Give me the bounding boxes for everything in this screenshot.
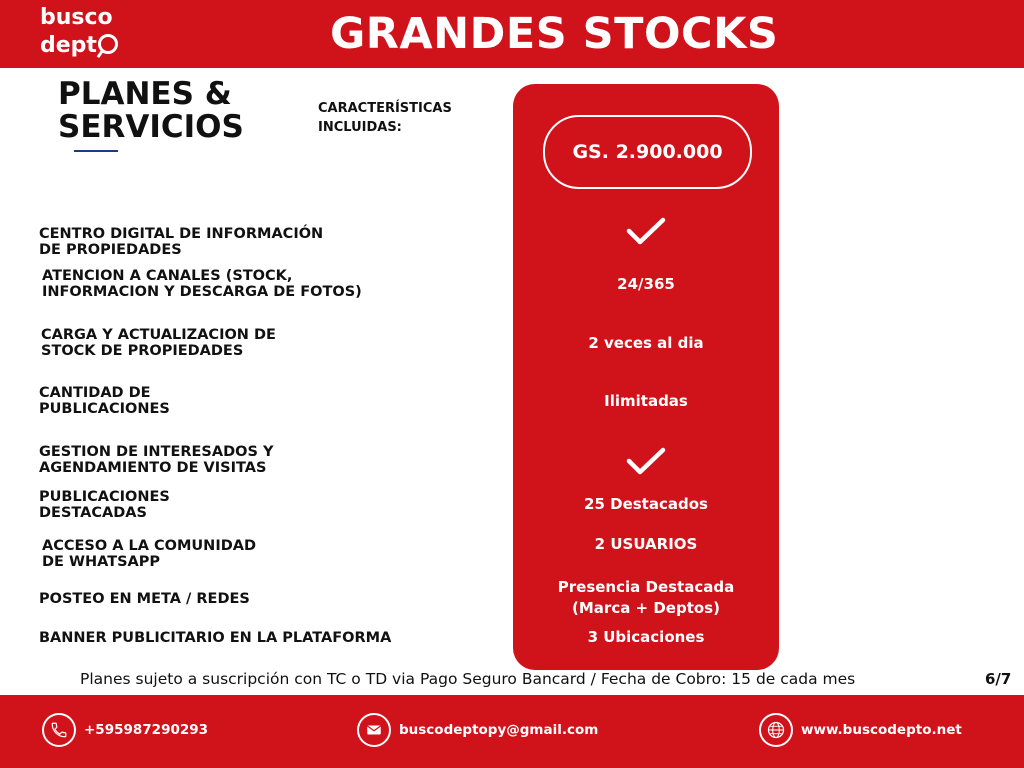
feature-value: 24/365 (617, 275, 675, 293)
title-underline (74, 150, 118, 152)
feature-label: BANNER PUBLICITARIO EN LA PLATAFORMA (39, 630, 392, 646)
feature-value: 2 veces al dia (588, 334, 704, 352)
feature-label: ATENCION A CANALES (STOCK, INFORMACION Y DESCARGA DE FOTOS) (42, 268, 362, 300)
website-text: www.buscodepto.net (801, 722, 962, 738)
feature-label: ACCESO A LA COMUNIDAD DE WHATSAPP (42, 538, 257, 570)
footnote: Planes sujeto a suscripción con TC o TD via Pago Seguro Bancard / Fecha de Cobro: 15 de cada mes (80, 670, 856, 688)
feature-value: 3 Ubicaciones (587, 628, 705, 646)
email-text: buscodeptopy@gmail.com (399, 722, 599, 738)
feature-value: 2 USUARIOS (594, 535, 698, 553)
logo[interactable] (40, 4, 118, 60)
contact-website[interactable] (759, 713, 962, 747)
globe-icon (759, 713, 793, 747)
logo-text-line2: dept (40, 33, 97, 58)
page-number: 6/7 (985, 670, 1012, 688)
magnifier-icon (98, 34, 118, 54)
price-badge: GS. 2.900.000 (543, 115, 752, 189)
feature-label: POSTEO EN META / REDES (39, 591, 250, 607)
contact-phone[interactable] (42, 713, 208, 747)
contact-email[interactable] (357, 713, 598, 747)
feature-label: GESTION DE INTERESADOS Y AGENDAMIENTO DE VISITAS (39, 444, 274, 476)
feature-value: 25 Destacados (584, 495, 708, 513)
section-title: PLANES & SERVICIOS (58, 76, 244, 145)
phone-text: +595987290293 (84, 722, 209, 738)
check-icon (626, 216, 666, 246)
feature-label: CANTIDAD DE PUBLICACIONES (39, 385, 170, 417)
features-header: CARACTERÍSTICAS INCLUIDAS: (318, 101, 452, 135)
feature-value: Ilimitadas (604, 392, 688, 410)
phone-icon (42, 713, 76, 747)
mail-icon (357, 713, 391, 747)
feature-value: Presencia Destacada (Marca + Deptos) (557, 578, 735, 617)
page-title: GRANDES STOCKS (330, 9, 779, 59)
feature-label: PUBLICACIONES DESTACADAS (39, 489, 170, 521)
logo-text-line1: busco (40, 5, 113, 30)
feature-label: CARGA Y ACTUALIZACION DE STOCK DE PROPIEDADES (41, 327, 276, 359)
check-icon (626, 446, 666, 476)
feature-label: CENTRO DIGITAL DE INFORMACIÓN DE PROPIEDADES (39, 226, 324, 258)
